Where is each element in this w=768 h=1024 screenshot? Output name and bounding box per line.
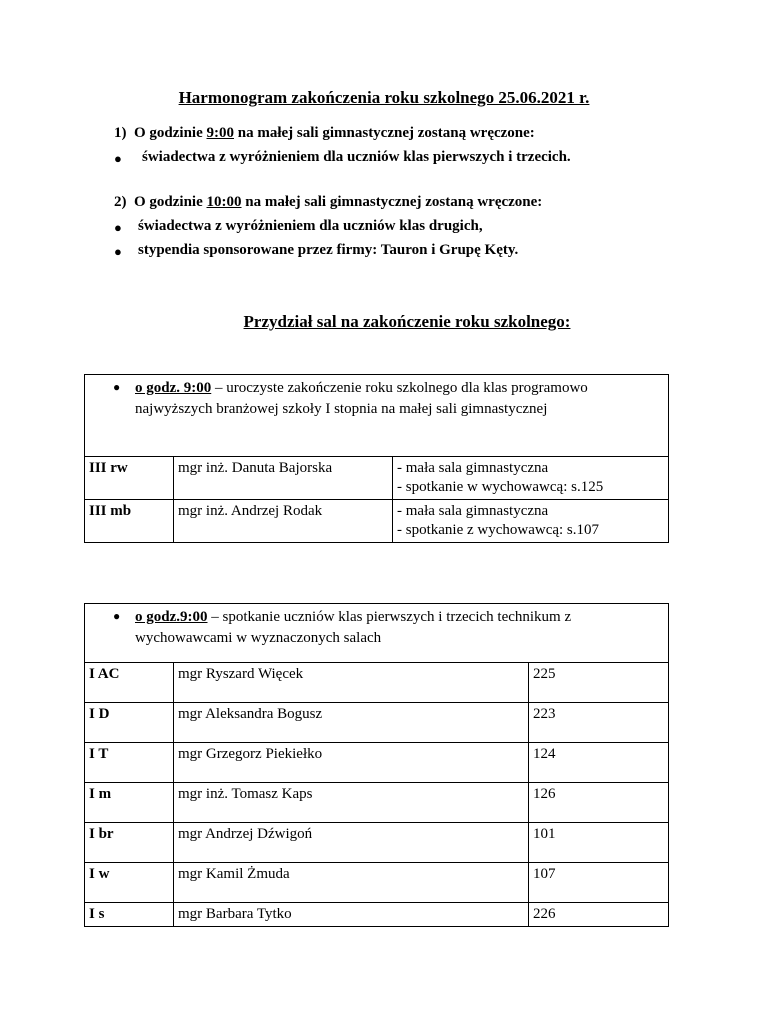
table2-header-time: o godz.9:00 (135, 609, 208, 625)
table-row (85, 457, 669, 500)
room-cell: 107 (529, 863, 669, 903)
table-row (85, 663, 669, 703)
class-cell: III rw (85, 457, 174, 500)
location-cell (393, 457, 669, 500)
bullet-icon: ● (113, 380, 121, 394)
section2-bullet-1: świadectwa z wyróżnieniem dla uczniów klas drugich, (138, 218, 483, 234)
table-row (85, 743, 669, 783)
room-cell: 126 (529, 783, 669, 823)
class-cell: I w (85, 863, 174, 903)
teacher-cell: mgr Ryszard Więcek (174, 663, 529, 703)
table-row (85, 823, 669, 863)
location-line: - mała sala gimnastyczna (397, 503, 549, 519)
section2-suffix: na małej sali gimnastycznej zostaną wręczone: (241, 194, 543, 210)
section1-time: 9:00 (206, 125, 235, 141)
class-cell: III mb (85, 500, 174, 543)
table-row (85, 500, 669, 543)
room-cell: 101 (529, 823, 669, 863)
bullet-icon: ● (114, 151, 122, 166)
teacher-cell: mgr inż. Danuta Bajorska (174, 457, 393, 500)
location-line: - mała sala gimnastyczna (397, 460, 549, 476)
table-first-third-classes (84, 603, 669, 927)
room-cell: 225 (529, 663, 669, 703)
teacher-cell: mgr Kamil Żmuda (174, 863, 529, 903)
room-assignment-title: Przydział sal na zakończenie roku szkolnego: (243, 312, 571, 331)
class-cell: I D (85, 703, 174, 743)
table-graduating-classes (84, 374, 669, 543)
document-title: Harmonogram zakończenia roku szkolnego 25.06.2021 r. (178, 88, 590, 107)
room-cell: 226 (529, 903, 669, 927)
bullet-icon: ● (113, 609, 121, 623)
table-row (85, 903, 669, 927)
bullet-icon: ● (114, 220, 122, 235)
section2-time: 10:00 (206, 194, 242, 210)
section2-bullet-2: stypendia sponsorowane przez firmy: Tauron i Grupę Kęty. (138, 242, 519, 258)
section2-number: 2) (114, 194, 127, 210)
table1-header-text: – uroczyste zakończenie roku szkolnego dla klas programowo najwyższych branżowej szkoły I stopnia na małej sali gimnastycznej (135, 380, 588, 417)
table-row (85, 863, 669, 903)
bullet-icon: ● (114, 244, 122, 259)
section1-suffix: na małej sali gimnastycznej zostaną wręczone: (234, 125, 535, 141)
class-cell: I br (85, 823, 174, 863)
table-row (85, 703, 669, 743)
section2-heading (114, 194, 542, 211)
table1-header-time: o godz. 9:00 (135, 380, 212, 396)
location-cell (393, 500, 669, 543)
room-cell: 223 (529, 703, 669, 743)
teacher-cell: mgr inż. Tomasz Kaps (174, 783, 529, 823)
section1-bullet-1: świadectwa z wyróżnieniem dla uczniów klas pierwszych i trzecich. (142, 149, 571, 165)
section2-prefix: O godzinie (134, 194, 207, 210)
table1-header (85, 375, 669, 457)
section1-number: 1) (114, 125, 127, 141)
teacher-cell: mgr Andrzej Dźwigoń (174, 823, 529, 863)
table-row (85, 783, 669, 823)
class-cell: I AC (85, 663, 174, 703)
teacher-cell: mgr Grzegorz Piekiełko (174, 743, 529, 783)
teacher-cell: mgr inż. Andrzej Rodak (174, 500, 393, 543)
class-cell: I T (85, 743, 174, 783)
room-cell: 124 (529, 743, 669, 783)
section1-heading (114, 125, 535, 142)
class-cell: I s (85, 903, 174, 927)
table2-header (85, 604, 669, 663)
section1-prefix: O godzinie (134, 125, 207, 141)
table2-header-text: – spotkanie uczniów klas pierwszych i trzecich technikum z wychowawcami w wyznaczonych salach (135, 609, 572, 646)
teacher-cell: mgr Barbara Tytko (174, 903, 529, 927)
class-cell: I m (85, 783, 174, 823)
meeting-line: - spotkanie z wychowawcą: s.107 (397, 522, 600, 538)
meeting-line: - spotkanie w wychowawcą: s.125 (397, 479, 604, 495)
teacher-cell: mgr Aleksandra Bogusz (174, 703, 529, 743)
